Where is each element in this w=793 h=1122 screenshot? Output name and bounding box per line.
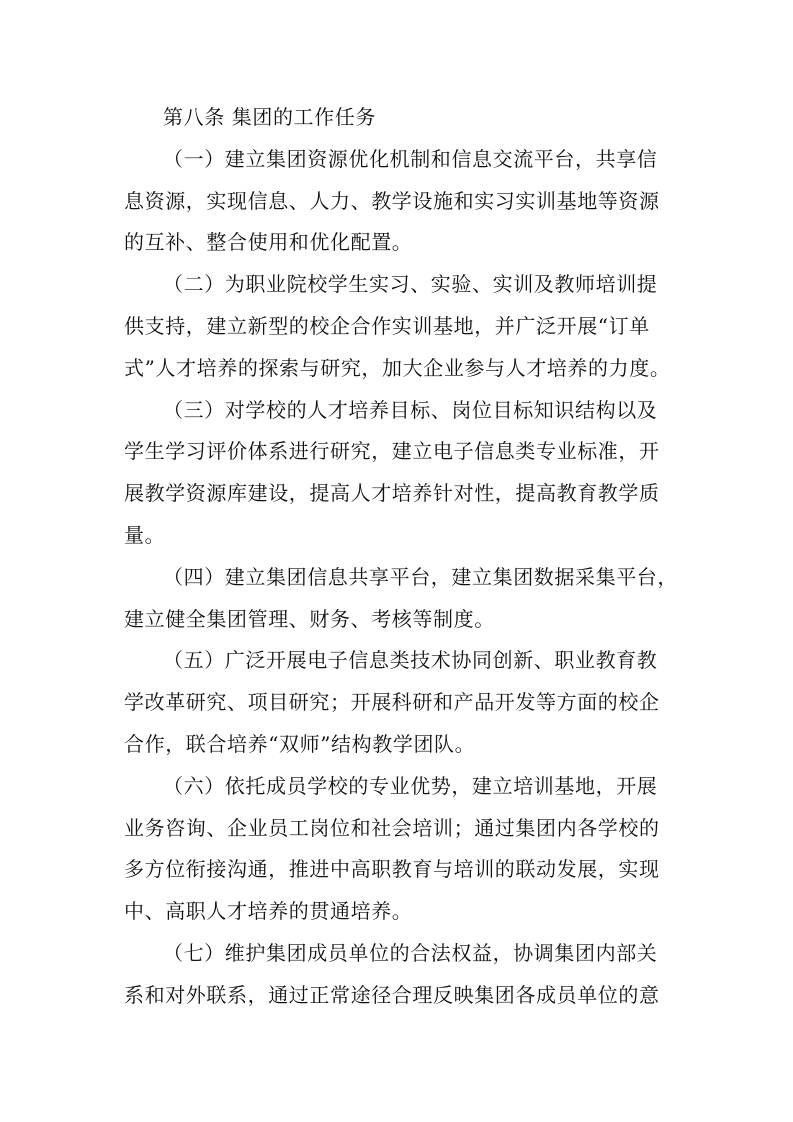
paragraph-line: （六）依托成员学校的专业优势，建立培训基地，开展 — [163, 773, 658, 798]
paragraph-line: 业务咨询、企业员工岗位和社会培训；通过集团内各学校的 — [124, 815, 660, 840]
paragraph-line: 展教学资源库建设，提高人才培养针对性，提高教育教学质 — [124, 481, 660, 506]
paragraph-2 — [124, 264, 675, 389]
paragraph-line: （七）维护集团成员单位的合法权益，协调集团内部关 — [163, 940, 658, 965]
paragraph-line: 合作，联合培养“双师”结构教学团队。 — [124, 731, 476, 756]
paragraph-line: 中、高职人才培养的贯通培养。 — [124, 899, 413, 924]
paragraph-line: 学改革研究、项目研究；开展科研和产品开发等方面的校企 — [124, 690, 660, 715]
paragraph-line: （二）为职业院校学生实习、实验、实训及教师培训提 — [163, 272, 658, 297]
article-body — [124, 97, 678, 1017]
paragraph-line: 建立健全集团管理、财务、考核等制度。 — [124, 606, 495, 631]
paragraph-line: 式”人才培养的探索与研究，加大企业参与人才培养的力度。 — [124, 355, 671, 380]
paragraph-7 — [124, 933, 675, 1017]
paragraph-line: 息资源，实现信息、人力、教学设施和实习实训基地等资源 — [124, 188, 660, 213]
paragraph-6 — [124, 766, 675, 933]
paragraph-line: 量。 — [124, 522, 166, 547]
paragraph-4 — [124, 557, 678, 641]
article-heading: 第八条 集团的工作任务 — [163, 105, 376, 129]
paragraph-line: 多方位衔接沟通，推进中高职教育与培训的联动发展，实现 — [124, 857, 660, 882]
paragraph-line: （四）建立集团信息共享平台，建立集团数据采集平台， — [163, 564, 678, 589]
paragraph-line: （三）对学校的人才培养目标、岗位目标知识结构以及 — [163, 397, 658, 422]
paragraph-line: 供支持，建立新型的校企合作实训基地，并广泛开展“订单 — [124, 313, 650, 338]
paragraph-line: （五）广泛开展电子信息类技术协同创新、职业教育教 — [163, 648, 658, 673]
paragraph-5 — [124, 640, 675, 765]
paragraph-line: 学生学习评价体系进行研究，建立电子信息类专业标准，开 — [124, 439, 660, 464]
paragraph-1 — [124, 139, 675, 264]
paragraph-3 — [124, 390, 675, 557]
paragraph-line: （一）建立集团资源优化机制和信息交流平台，共享信 — [163, 146, 658, 171]
paragraph-line: 的互补、整合使用和优化配置。 — [124, 230, 413, 255]
paragraph-line: 系和对外联系，通过正常途径合理反映集团各成员单位的意 — [124, 982, 660, 1007]
